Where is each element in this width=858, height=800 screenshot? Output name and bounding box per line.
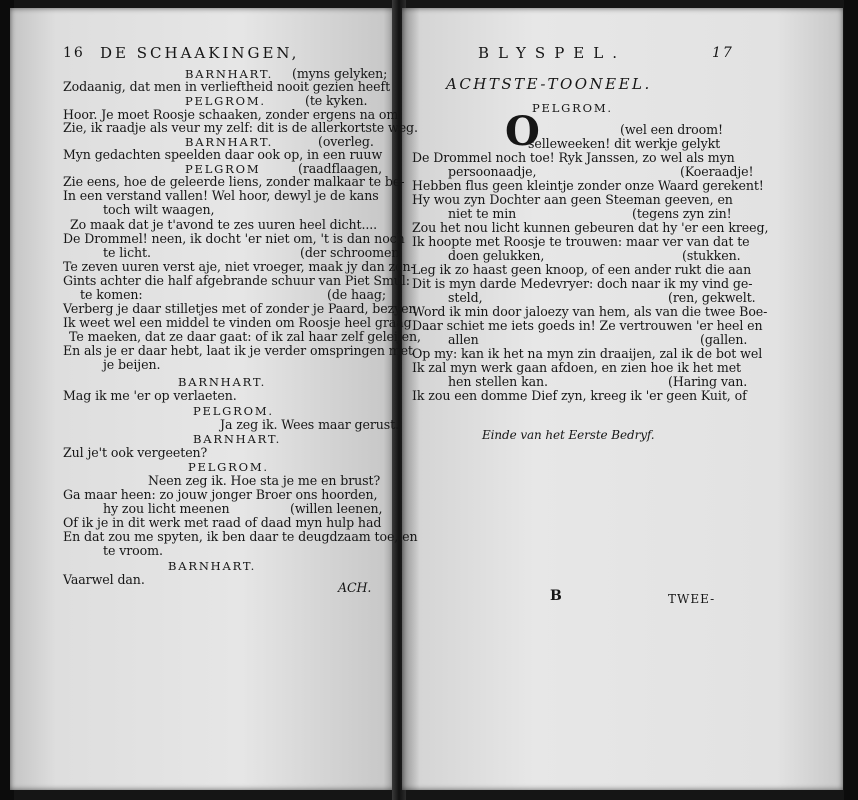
left-text-line: (willen leenen, xyxy=(290,501,383,516)
left-text-line: Te maeken, dat ze daar gaat: of ik zal haar zelf geleijen, xyxy=(69,329,421,344)
left-text-line: PELGROM. xyxy=(188,460,269,474)
left-text-line: PELGROM. xyxy=(185,94,266,108)
left-text-line: PELGROM xyxy=(185,162,261,176)
left-text-line: In een verstand vallen! Wel hoor, dewyl je de kans xyxy=(63,188,379,203)
left-text-line: toch wilt waagen, xyxy=(103,202,215,217)
right-text-line: niet te min xyxy=(448,206,517,221)
left-text-line: Ik weet wel een middel te vinden om Roosje heel graag xyxy=(63,315,412,330)
left-text-line: te komen: xyxy=(80,287,143,302)
left-page-number: 16 xyxy=(63,45,85,61)
right-text-line: (tegens zyn zin! xyxy=(632,206,732,221)
left-text-line: je beijen. xyxy=(103,357,161,372)
right-text-line: Hy wou zyn Dochter aan geen Steeman geeven, en xyxy=(412,192,733,207)
left-text-line: ACH. xyxy=(338,580,372,595)
right-text-line: persoonaadje, xyxy=(448,164,537,179)
left-text-line: (raadflaagen, xyxy=(298,161,383,176)
right-text-line: (Haring van. xyxy=(668,374,748,389)
right-page-number: 17 xyxy=(712,45,734,61)
right-text-line: Zou het nou licht kunnen gebeuren dat hy 'er een kreeg, xyxy=(412,220,769,235)
left-text-line: Verberg je daar stilletjes met of zonder je Paard, bezyen xyxy=(63,301,417,316)
left-text-line: PELGROM. xyxy=(193,404,274,418)
left-text-line: Hoor. Je moet Roosje schaaken, zonder ergens na om xyxy=(63,107,399,122)
left-text-line: Of ik je in dit werk met raad of daad myn hulp had xyxy=(63,515,382,530)
left-text-line: Zo maak dat je t'avond te zes uuren heel dicht.... xyxy=(70,217,378,232)
left-text-line: Ja zeg ik. Wees maar gerust. xyxy=(220,417,400,432)
left-text-line: BARNHART. xyxy=(185,135,274,149)
drop-initial: O xyxy=(505,108,540,155)
left-text-line: hy zou licht meenen xyxy=(103,501,230,516)
right-text-line: hen stellen kan. xyxy=(448,374,548,389)
left-text-line: te vroom. xyxy=(103,543,163,558)
left-text-line: Ga maar heen: zo jouw jonger Broer ons hoorden, xyxy=(63,487,378,502)
right-text-line: Ik zal myn werk gaan afdoen, en zien hoe ik het met xyxy=(412,360,742,375)
right-text-line: (wel een droom! xyxy=(620,122,723,137)
left-text-line: Mag ik me 'er op verlaeten. xyxy=(63,388,237,403)
right-text-line: Word ik min door jaloezy van hem, als van die twee Boe- xyxy=(412,304,768,319)
right-text-line: Ik hoopte met Roosje te trouwen: maar ver van dat te xyxy=(412,234,750,249)
left-text-line: (overleg. xyxy=(318,134,374,149)
left-text-line: BARNHART. xyxy=(168,559,257,573)
right-text-line: De Drommel noch toe! Ryk Janssen, zo wel als myn xyxy=(412,150,735,165)
book-edge-right xyxy=(844,0,858,800)
left-text-line: (te kyken. xyxy=(305,93,368,108)
right-text-line: (ren, gekwelt. xyxy=(668,290,756,305)
left-text-line: Zodaanig, dat men in verlieftheid nooit gezien heeft xyxy=(63,79,391,94)
right-text-line: selleweeken! dit werkje gelykt xyxy=(528,136,721,151)
left-text-line: Zie, ik raadje als veur my zelf: dit is de allerkortste weg. xyxy=(63,120,418,135)
right-text-line: steld, xyxy=(448,290,483,305)
left-text-line: (myns gelyken; xyxy=(292,66,388,81)
left-text-line: De Drommel! neen, ik docht 'er niet om, 't is dan noch xyxy=(63,231,405,246)
left-text-line: Myn gedachten speelden daar ook op, in een ruuw xyxy=(63,147,383,162)
right-text-line: doen gelukken, xyxy=(448,248,545,263)
left-running-head: DE SCHAAKINGEN, xyxy=(100,44,300,62)
speaker-name: PELGROM. xyxy=(532,101,613,115)
right-text-line: (gallen. xyxy=(700,332,748,347)
right-text-line: Dit is myn darde Medevryer: doch naar ik my vind ge- xyxy=(412,276,753,291)
left-text-line: te licht. xyxy=(103,245,151,260)
signature-mark: B xyxy=(550,588,562,604)
left-text-line: Te zeven uuren verst aje, niet vroeger, maak jy dan zon- xyxy=(63,259,415,274)
left-text-line: (der schroomen xyxy=(300,245,400,260)
act-end-note: Einde van het Eerste Bedryf. xyxy=(482,428,655,442)
left-text-line: BARNHART. xyxy=(178,375,267,389)
catchword: TWEE- xyxy=(668,592,716,606)
left-text-line: En als je er daar hebt, laat ik je verder omspringen met xyxy=(63,343,413,358)
left-text-line: Zie eens, hoe de geleerde liens, zonder malkaar te be- xyxy=(63,174,405,189)
right-text-line: allen xyxy=(448,332,479,347)
right-text-line: (Koeraadje! xyxy=(680,164,754,179)
scene-title: ACHTSTE-TOONEEL. xyxy=(446,75,652,93)
left-text-line: BARNHART. xyxy=(185,67,274,81)
left-text-line: BARNHART. xyxy=(193,432,282,446)
left-text-line: Zul je't ook vergeeten? xyxy=(63,445,208,460)
left-text-line: En dat zou me spyten, ik ben daar te deugdzaam toe, en xyxy=(63,529,418,544)
right-running-head: BLYSPEL. xyxy=(478,44,626,62)
right-text-line: Ik zou een domme Dief zyn, kreeg ik 'er geen Kuit, of xyxy=(412,388,747,403)
right-text-line: Hebben flus geen kleintje zonder onze Waard gerekent! xyxy=(412,178,764,193)
right-text-line: Op my: kan ik het na myn zin draaijen, zal ik de bot wel xyxy=(412,346,763,361)
left-text-line: Neen zeg ik. Hoe sta je me en brust? xyxy=(148,473,381,488)
left-text-line: (de haag; xyxy=(327,287,386,302)
right-text-line: Daar schiet me iets goeds in! Ze vertrouwen 'er heel en xyxy=(412,318,763,333)
left-text-line: Vaarwel dan. xyxy=(63,572,145,587)
right-text-line: (stukken. xyxy=(682,248,741,263)
right-text-line: Leg ik zo haast geen knoop, of een ander rukt die aan xyxy=(412,262,752,277)
left-text-line: Gints achter die half afgebrande schuur van Piet Smul: xyxy=(63,273,410,288)
